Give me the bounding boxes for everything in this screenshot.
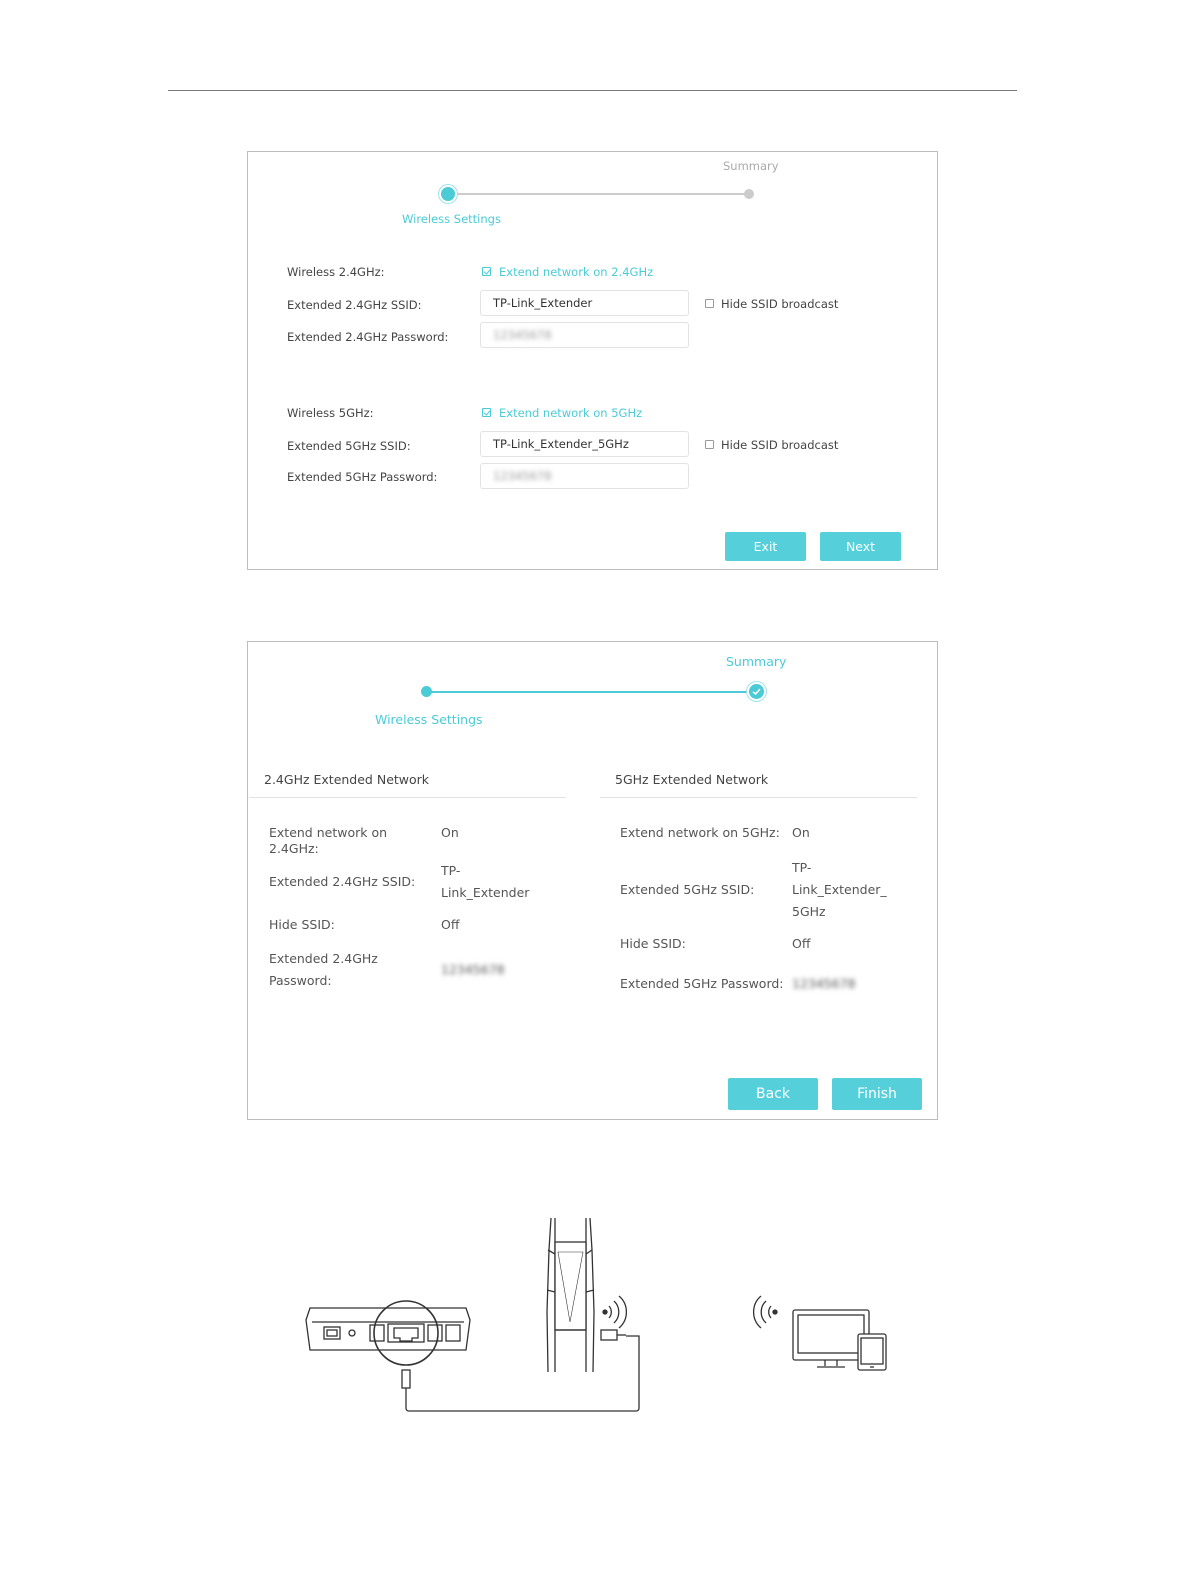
hide-ssid-24ghz-label[interactable]: Hide SSID broadcast — [721, 297, 839, 311]
password-24ghz-input[interactable] — [480, 322, 689, 348]
back-button[interactable]: Back — [728, 1078, 818, 1110]
section-5ghz-divider — [600, 797, 917, 798]
summary-24-extend-value: On — [441, 825, 459, 840]
password-24ghz-value: 12345678 — [493, 328, 552, 342]
section-5ghz-title: 5GHz Extended Network — [615, 772, 769, 787]
summary-24-ssid-label: Extended 2.4GHz SSID: — [269, 874, 416, 889]
next-button[interactable]: Next — [820, 532, 901, 561]
password-5ghz-value: 12345678 — [493, 469, 552, 483]
wireless-settings-panel — [247, 151, 938, 570]
ssid-24ghz-label: Extended 2.4GHz SSID: — [287, 298, 422, 312]
summary-5-ssid-value-line1: TP- — [792, 860, 812, 875]
summary-24-password-label-line1: Extended 2.4GHz — [269, 951, 378, 966]
section-24ghz-title: 2.4GHz Extended Network — [264, 772, 430, 787]
router-icon — [306, 1301, 470, 1388]
password-5ghz-label: Extended 5GHz Password: — [287, 470, 438, 484]
checkmark-icon — [749, 684, 764, 699]
hide-ssid-5ghz-checkbox[interactable] — [705, 440, 714, 449]
summary-5-hide-value: Off — [792, 936, 811, 951]
step-wireless-settings-label: Wireless Settings — [375, 712, 483, 727]
password-5ghz-input[interactable] — [480, 463, 689, 489]
summary-24-ssid-value-line1: TP- — [441, 863, 461, 878]
password-24ghz-label: Extended 2.4GHz Password: — [287, 330, 449, 344]
extend-5ghz-checkbox[interactable] — [482, 408, 491, 417]
summary-24-password-label-line2: Password: — [269, 973, 332, 988]
summary-5-ssid-label: Extended 5GHz SSID: — [620, 882, 755, 897]
extend-24ghz-checkbox-label[interactable]: Extend network on 2.4GHz — [499, 265, 654, 279]
hide-ssid-5ghz-label[interactable]: Hide SSID broadcast — [721, 438, 839, 452]
wifi-signal-icon — [754, 1296, 777, 1328]
connection-diagram — [296, 1212, 896, 1422]
stepper-track — [449, 193, 749, 195]
summary-5-ssid-value-line2: Link_Extender_ — [792, 882, 887, 897]
extend-5ghz-checkbox-label[interactable]: Extend network on 5GHz — [499, 406, 643, 420]
summary-24-ssid-value-line2: Link_Extender — [441, 885, 530, 900]
step-summary-label: Summary — [726, 654, 787, 669]
summary-5-hide-label: Hide SSID: — [620, 936, 686, 951]
summary-5-extend-value: On — [792, 825, 810, 840]
range-extender-icon — [547, 1218, 626, 1372]
section-24ghz-divider — [249, 797, 566, 798]
wireless-24ghz-label: Wireless 2.4GHz: — [287, 265, 385, 279]
ssid-24ghz-input[interactable]: TP-Link_Extender — [480, 290, 689, 316]
summary-5-ssid-value-line3: 5GHz — [792, 904, 826, 919]
summary-panel — [247, 641, 938, 1120]
wireless-5ghz-label: Wireless 5GHz: — [287, 406, 374, 420]
hide-ssid-24ghz-checkbox[interactable] — [705, 299, 714, 308]
computer-tablet-icon — [793, 1310, 886, 1370]
wifi-signal-icon — [603, 1296, 626, 1328]
step-summary-label: Summary — [723, 159, 779, 173]
step-summary-dot[interactable] — [744, 189, 754, 199]
summary-24-extend-label-line2: 2.4GHz: — [269, 841, 319, 856]
exit-button[interactable]: Exit — [725, 532, 806, 561]
step-wireless-settings-done-dot[interactable] — [421, 686, 432, 697]
step-wireless-settings-label: Wireless Settings — [402, 212, 501, 226]
step-summary-active-dot[interactable] — [749, 684, 764, 699]
summary-24-extend-label-line1: Extend network on — [269, 825, 388, 840]
finish-button[interactable]: Finish — [832, 1078, 922, 1110]
summary-24-password-value: 12345678 — [441, 962, 505, 977]
extend-24ghz-checkbox[interactable] — [482, 267, 491, 276]
summary-5-extend-label: Extend network on 5GHz: — [620, 825, 780, 840]
ssid-5ghz-input[interactable]: TP-Link_Extender_5GHz — [480, 431, 689, 457]
summary-5-password-value: 12345678 — [792, 976, 856, 991]
header-rule — [168, 90, 1017, 91]
step-wireless-settings-active-dot[interactable] — [441, 187, 455, 201]
summary-24-hide-label: Hide SSID: — [269, 917, 335, 932]
summary-5-password-label: Extended 5GHz Password: — [620, 976, 784, 991]
stepper-track — [427, 691, 757, 693]
summary-24-hide-value: Off — [441, 917, 460, 932]
ssid-5ghz-label: Extended 5GHz SSID: — [287, 439, 411, 453]
